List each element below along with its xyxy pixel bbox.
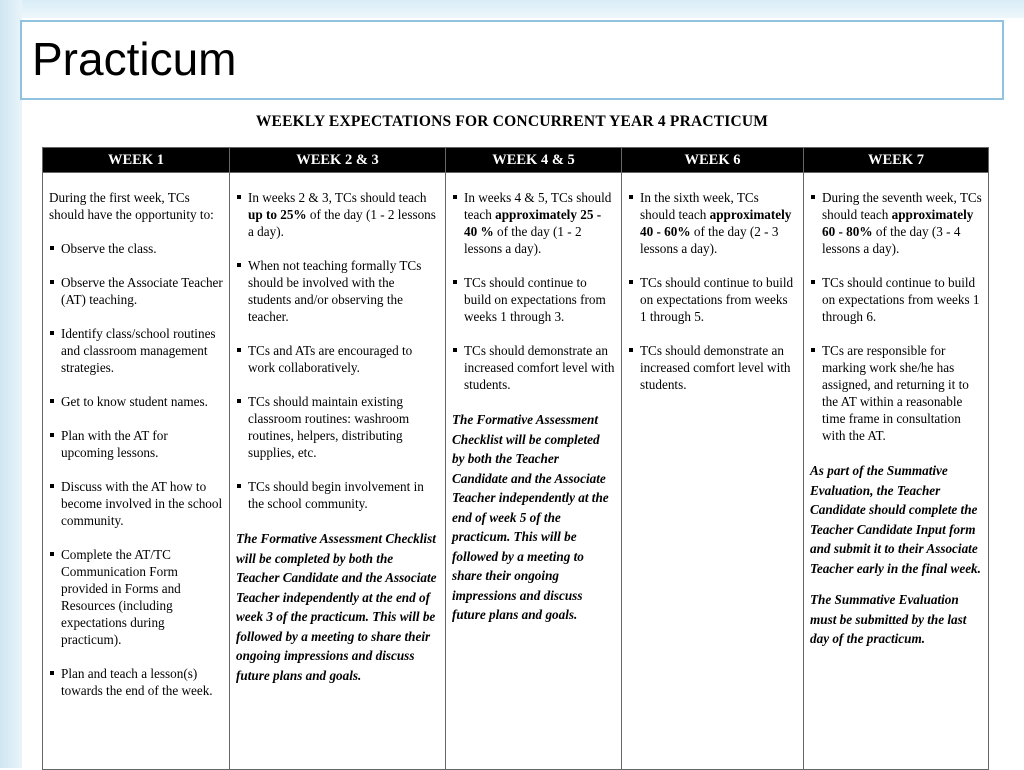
list-item: TCs should continue to build on expectations from weeks 1 through 6. — [810, 274, 982, 325]
summative-deadline-note: The Summative Evaluation must be submitted by the last day of the practicum. — [810, 592, 967, 646]
week7-list — [810, 189, 982, 444]
teaching-percentage: approximately 40 - 60% — [640, 207, 792, 239]
list-item: In weeks 4 & 5, TCs should teach approximately 25 - 40 % of the day (1 - 2 lessons a day). — [452, 189, 615, 257]
formative-assessment-note: The Formative Assessment Checklist will be completed by both the Teacher Candidate and the Associate Teacher independently at the end of week 5 of the practicum. This will be followed by a meeting to share their ongoing impressions and discuss future plans and goals. — [452, 412, 609, 622]
table-header-row — [43, 148, 989, 173]
week45-list — [452, 189, 615, 393]
header-week-6: WEEK 6 — [622, 148, 804, 173]
list-item: In weeks 2 & 3, TCs should teach up to 25% of the day (1 - 2 lessons a day). — [236, 189, 439, 240]
table-title: WEEKLY EXPECTATIONS FOR CONCURRENT YEAR 4 PRACTICUM — [255, 113, 769, 130]
teaching-percentage: up to 25% — [248, 207, 307, 222]
top-decorative-stripe — [0, 0, 1024, 18]
list-item: During the seventh week, TCs should teach approximately 60 - 80% of the day (3 - 4 lessons a day). — [810, 189, 982, 257]
list-item: TCs are responsible for marking work she/he has assigned, and returning it to the AT within a reasonable time frame in consultation with the AT. — [810, 342, 982, 444]
summative-evaluation-note: As part of the Summative Evaluation, the Teacher Candidate should complete the Teacher Candidate Input form and submit it to their Associate Teacher early in the final week. — [810, 463, 981, 576]
header-week-2-3: WEEK 2 & 3 — [230, 148, 446, 173]
header-week-1: WEEK 1 — [43, 148, 230, 173]
week6-list — [628, 189, 797, 393]
teaching-percentage: approximately 25 - 40 % — [464, 207, 602, 239]
week1-list — [49, 240, 223, 699]
cell-week-7 — [804, 173, 989, 770]
header-week-7: WEEK 7 — [804, 148, 989, 173]
weekly-expectations-table — [42, 147, 989, 770]
list-item: Discuss with the AT how to become involved in the school community. — [49, 478, 223, 529]
list-item: Plan and teach a lesson(s) towards the end of the week. — [49, 665, 223, 699]
list-item: TCs should maintain existing classroom routines: washroom routines, helpers, distributing supplies, etc. — [236, 393, 439, 461]
list-item: Get to know student names. — [49, 393, 223, 410]
week23-list — [236, 189, 439, 512]
table-row — [43, 173, 989, 770]
cell-week-4-5 — [446, 173, 622, 770]
list-item: TCs should demonstrate an increased comfort level with students. — [452, 342, 615, 393]
list-item: Complete the AT/TC Communication Form provided in Forms and Resources (including expectations during practicum). — [49, 546, 223, 648]
list-item: TCs should continue to build on expectations from weeks 1 through 3. — [452, 274, 615, 325]
list-item: TCs should begin involvement in the school community. — [236, 478, 439, 512]
cell-week-6 — [622, 173, 804, 770]
list-item: TCs and ATs are encouraged to work collaboratively. — [236, 342, 439, 376]
list-item: Plan with the AT for upcoming lessons. — [49, 427, 223, 461]
list-item: Observe the Associate Teacher (AT) teaching. — [49, 274, 223, 308]
formative-assessment-note: The Formative Assessment Checklist will be completed by both the Teacher Candidate and the Associate Teacher independently at the end of week 3 of the practicum. This will be followed by a meeting to share their ongoing impressions and discuss future plans and goals. — [236, 531, 437, 683]
cell-week-2-3 — [230, 173, 446, 770]
week1-intro: During the first week, TCs should have the opportunity to: — [49, 190, 214, 222]
teaching-percentage: approximately 60 - 80% — [822, 207, 974, 239]
slide-title: Practicum — [32, 33, 237, 85]
cell-week-1 — [43, 173, 230, 770]
list-item: When not teaching formally TCs should be involved with the students and/or observing the teacher. — [236, 257, 439, 325]
list-item: TCs should continue to build on expectations from weeks 1 through 5. — [628, 274, 797, 325]
list-item: In the sixth week, TCs should teach approximately 40 - 60% of the day (2 - 3 lessons a day). — [628, 189, 797, 257]
title-box — [20, 20, 1004, 100]
list-item: Observe the class. — [49, 240, 223, 257]
list-item: Identify class/school routines and classroom management strategies. — [49, 325, 223, 376]
header-week-4-5: WEEK 4 & 5 — [446, 148, 622, 173]
list-item: TCs should demonstrate an increased comfort level with students. — [628, 342, 797, 393]
